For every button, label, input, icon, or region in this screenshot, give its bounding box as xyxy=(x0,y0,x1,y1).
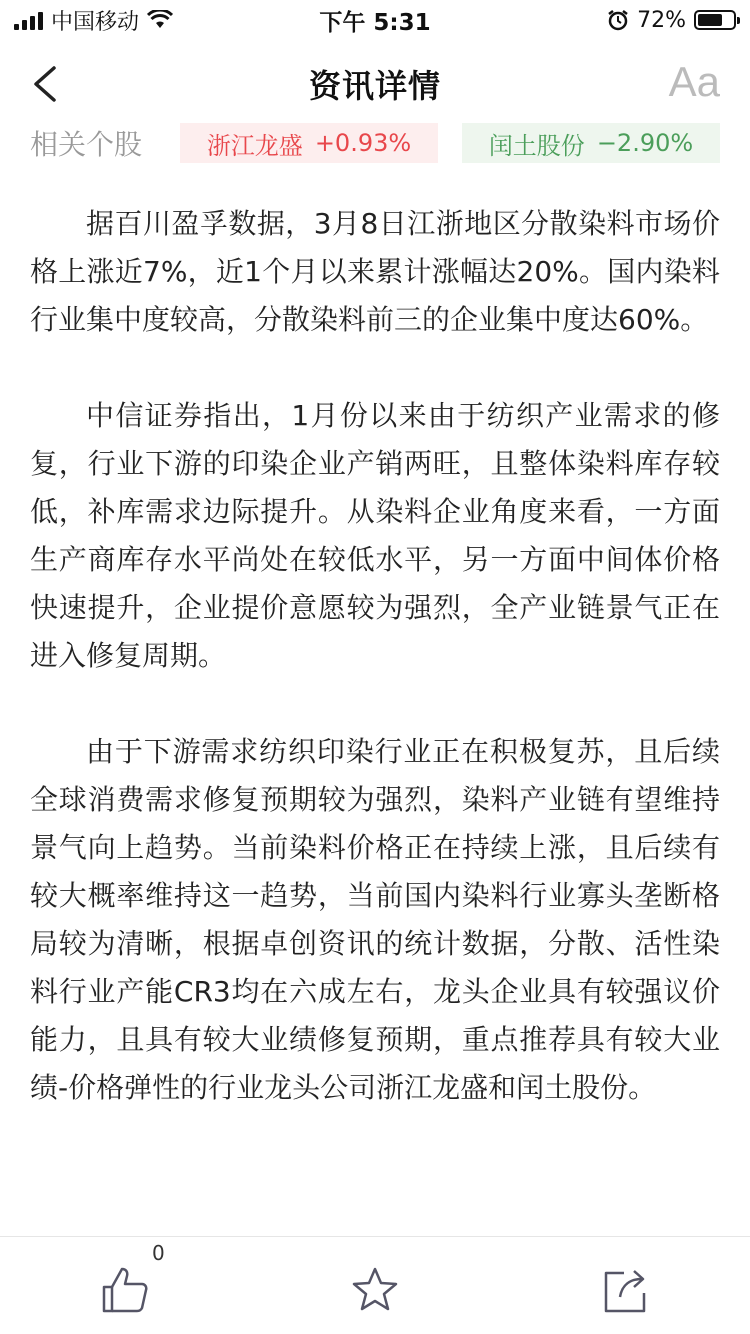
stock-name: 浙江龙盛 xyxy=(206,131,303,160)
article-paragraph: 由于下游需求纺织印染行业正在积极复苏，且后续全球消费需求修复预期较为强烈，染料产业链有望维持景气向上趋势。当前染料价格正在持续上涨，且后续有较大概率维持这一趋势，当前国内染料行业寡头垄断格局较为清晰，根据卓创资讯的统计数据，分散、活性染料行业产能CR3均在六成左右，龙头企业具有较强议价能力，且具有较大业绩修复预期，重点推荐具有较大业绩-价格弹性的行业龙头公司浙江龙盛和闰土股份。 xyxy=(30,735,720,1104)
nav-bar xyxy=(0,40,750,128)
stock-tag-runtu[interactable] xyxy=(462,123,720,163)
article-body xyxy=(30,200,720,1160)
stock-change: −2.90% xyxy=(596,129,694,157)
battery-percent: 72% xyxy=(637,7,686,33)
related-stocks xyxy=(0,122,750,164)
share-icon[interactable] xyxy=(600,1265,650,1315)
like-count: 0 xyxy=(152,1241,165,1265)
back-icon[interactable] xyxy=(26,62,66,106)
battery-icon xyxy=(694,10,736,30)
article-paragraph: 中信证券指出，1月份以来由于纺织产业需求的修复，行业下游的印染企业产销两旺，且整体染料库存较低，补库需求边际提升。从染料企业角度来看，一方面生产商库存水平尚处在较低水平，另一方面中间体价格快速提升，企业提价意愿较为强烈，全产业链景气正在进入修复周期。 xyxy=(30,399,720,672)
thumbs-up-icon[interactable] xyxy=(100,1265,150,1315)
carrier-name: 中国移动 xyxy=(51,9,140,35)
page-title: 资讯详情 xyxy=(308,67,441,105)
stock-tag-zhejiang-longsheng[interactable] xyxy=(180,123,438,163)
wifi-icon xyxy=(147,10,173,30)
status-time: 下午 5:31 xyxy=(319,9,431,36)
stock-change: +0.93% xyxy=(314,129,412,157)
font-size-button[interactable]: Aa xyxy=(668,58,720,105)
stock-name: 闰土股份 xyxy=(488,131,585,160)
bottom-action-bar xyxy=(0,1236,750,1334)
status-bar xyxy=(0,0,750,40)
article-paragraph: 据百川盈孚数据，3月8日江浙地区分散染料市场价格上涨近7%，近1个月以来累计涨幅达20%。国内染料行业集中度较高，分散染料前三的企业集中度达60%。 xyxy=(30,207,720,336)
signal-icon xyxy=(14,10,43,30)
alarm-icon xyxy=(607,9,629,31)
related-stocks-label: 相关个股 xyxy=(30,128,143,161)
star-icon[interactable] xyxy=(350,1265,400,1315)
